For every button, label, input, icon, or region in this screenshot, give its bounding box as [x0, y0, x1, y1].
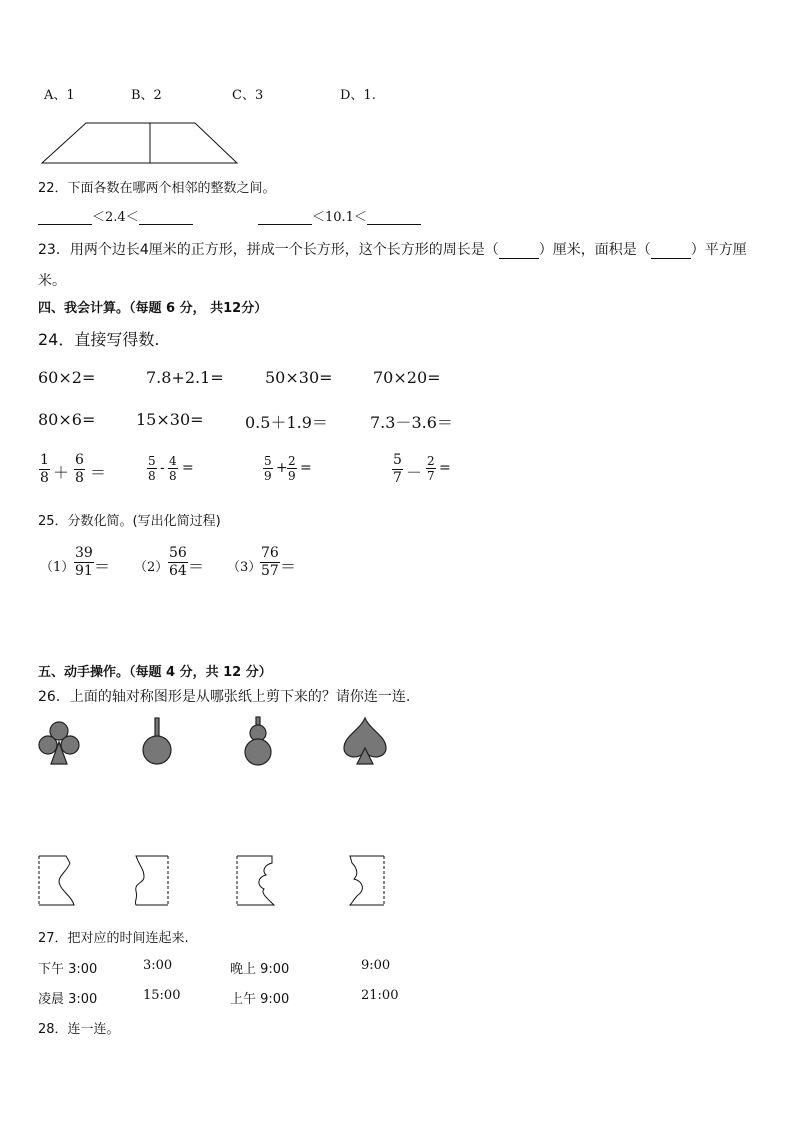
operator: -: [160, 460, 165, 476]
fraction: $\frac{6}{8}$: [75, 452, 84, 486]
calc-item: 60×2=: [38, 368, 96, 387]
folded-paper-option-1: [36, 853, 78, 909]
time-item: 15:00: [143, 988, 181, 1003]
part-label: （1）: [40, 560, 75, 575]
question-22-blank-a: [38, 206, 193, 225]
answer-blank[interactable]: [499, 246, 539, 259]
fraction: $\frac{5}{9}$: [264, 454, 272, 483]
question-27-title: 27．把对应的时间连起来.: [38, 931, 189, 946]
fraction: $\frac{56}{64}$: [169, 545, 187, 579]
time-item: 3:00: [143, 958, 173, 973]
question-23-line2: 米。: [38, 273, 66, 289]
fraction: $\frac{5}{7}$: [393, 452, 402, 486]
club-shape-icon: [34, 718, 84, 768]
fraction: $\frac{5}{8}$: [148, 454, 156, 483]
time-item: 下午 3:00: [38, 962, 98, 977]
time-item: 凌晨 3:00: [38, 992, 98, 1007]
equals-sign: ＝: [90, 463, 107, 482]
option-d: D、1.: [340, 88, 376, 103]
calc-item: 80×6=: [38, 410, 96, 429]
time-item: 9:00: [361, 958, 391, 973]
q23-text-a: 23．用两个边长4厘米的正方形，拼成一个长方形，这个长方形的周长是（: [38, 242, 499, 258]
round-stem-shape-icon: [140, 716, 174, 768]
trapezoid-figure: [38, 120, 242, 168]
time-item: 21:00: [361, 988, 399, 1003]
equals-sign: =: [439, 460, 451, 476]
calc-item: 70×20=: [373, 368, 441, 387]
inequality-a: ＜2.4＜: [92, 210, 139, 225]
fraction: $\frac{4}{8}$: [169, 454, 177, 483]
answer-blank[interactable]: [367, 210, 421, 225]
question-26-text: 26．上面的轴对称图形是从哪张纸上剪下来的？请你连一连.: [38, 689, 411, 705]
q23-text-b: ）厘米，面积是（: [538, 242, 651, 258]
question-24-title: 24．直接写得数.: [38, 330, 160, 349]
folded-paper-option-4: [344, 853, 390, 909]
answer-blank[interactable]: [139, 210, 193, 225]
equals-sign: ＝: [280, 557, 297, 576]
operator: ＋: [53, 463, 70, 482]
part-label: （2）: [134, 560, 169, 575]
time-item: 上午 9:00: [230, 992, 290, 1007]
gourd-shape-icon: [240, 716, 276, 768]
calc-item: 7.3－3.6＝: [370, 413, 453, 432]
calc-item: 15×30=: [136, 410, 204, 429]
answer-blank[interactable]: [258, 210, 312, 225]
calc-item: 7.8+2.1=: [146, 368, 224, 387]
equals-sign: =: [300, 460, 312, 476]
question-22-text: 22．下面各数在哪两个相邻的整数之间。: [38, 181, 276, 196]
calc-item: 0.5＋1.9＝: [245, 413, 328, 432]
fraction: $\frac{2}{7}$: [427, 454, 435, 483]
equals-sign: ＝: [188, 557, 205, 576]
operator: －: [406, 463, 423, 482]
question-28-text: 28．连一连。: [38, 1022, 120, 1037]
operator: +: [276, 460, 288, 476]
spade-shape-icon: [340, 716, 390, 768]
calc-item: 50×30=: [265, 368, 333, 387]
equals-sign: ＝: [94, 557, 111, 576]
option-c: C、3: [232, 88, 264, 103]
answer-blank[interactable]: [651, 246, 691, 259]
folded-paper-option-2: [130, 853, 174, 909]
answer-blank[interactable]: [38, 210, 92, 225]
option-b: B、2: [131, 88, 162, 103]
part-label: （3）: [227, 560, 262, 575]
fraction: $\frac{2}{9}$: [288, 454, 296, 483]
question-25-title: 25．分数化简。(写出化简过程): [38, 514, 221, 529]
section-4-heading: 四、我会计算。（每题 6 分， 共12分）: [38, 301, 268, 316]
folded-paper-option-3: [234, 853, 280, 909]
inequality-b: ＜10.1＜: [312, 210, 367, 225]
fraction: $\frac{39}{91}$: [75, 545, 93, 579]
option-a: A、1: [44, 88, 75, 103]
section-5-heading: 五、动手操作。（每题 4 分，共 12 分）: [38, 665, 272, 680]
fraction: $\frac{76}{57}$: [261, 545, 279, 579]
question-22-blank-b: [258, 206, 421, 225]
equals-sign: =: [182, 460, 194, 476]
question-23-line1: [38, 239, 747, 259]
time-item: 晚上 9:00: [230, 962, 290, 977]
q23-text-c: ）平方厘: [690, 242, 747, 258]
fraction: $\frac{1}{8}$: [40, 452, 49, 486]
